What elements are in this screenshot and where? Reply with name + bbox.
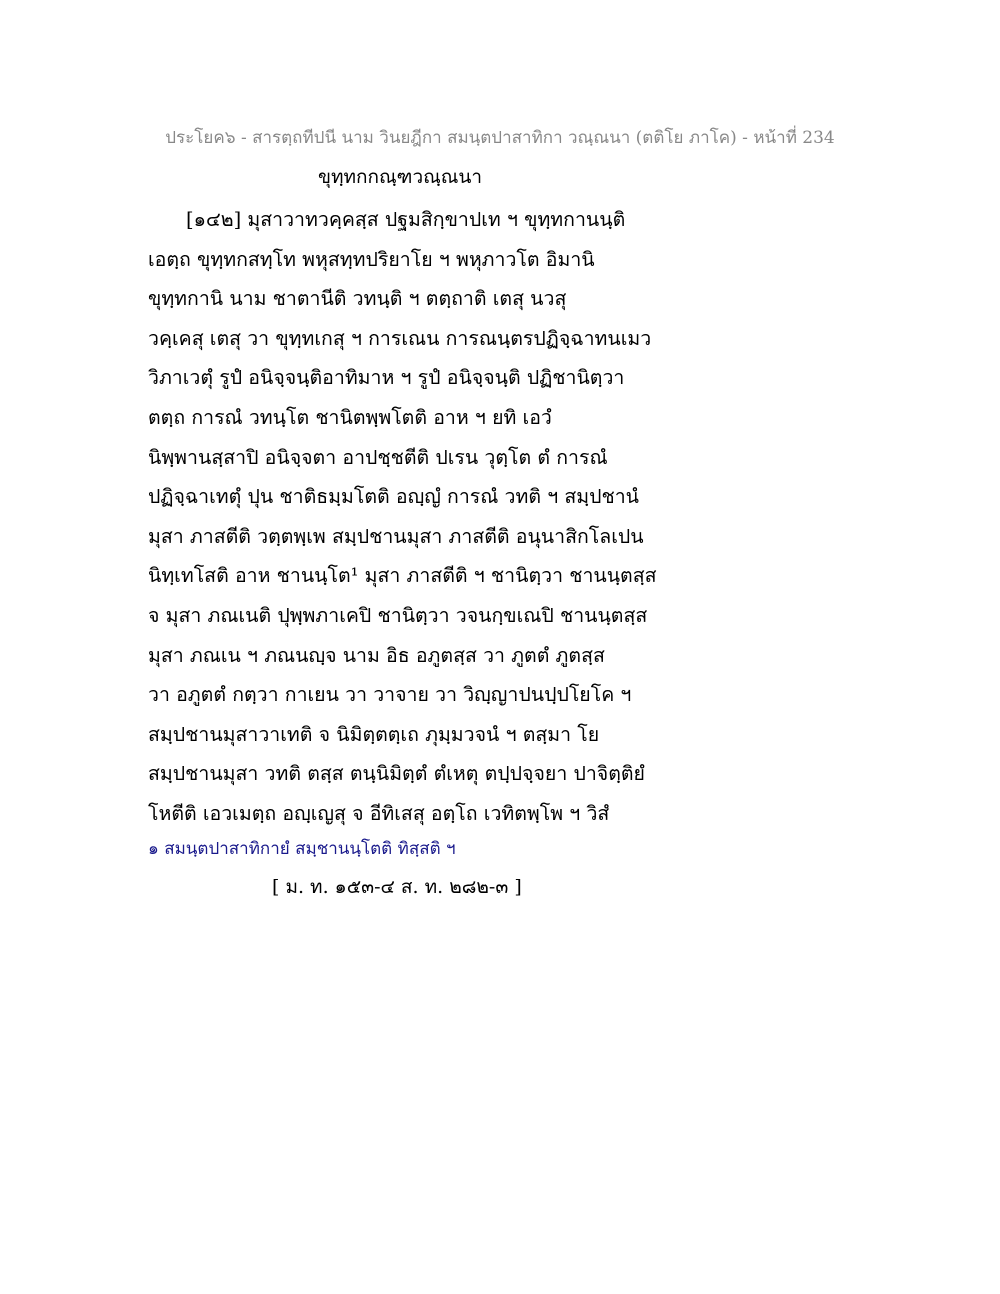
- text-line: วิภาเวตุํ รูปํ อนิจฺจนฺติอาทิมาห ฯ รูปํ อนิจฺจนฺติ ปฏิชานิตฺวา: [148, 366, 625, 390]
- text-line: เอตฺถ ขุทฺทกสทฺโท พหุสทฺทปริยาโย ฯ พหุภาวโต อิมานิ: [148, 247, 595, 271]
- text-line: ขุทฺทกานิ นาม ชาตานีติ วทนฺติ ฯ ตตฺถาติ เตสุ นวสุ: [148, 287, 567, 311]
- section-title: ขุทฺทกกณฺฑวณฺณนา: [318, 166, 483, 188]
- text-line: ปฏิจฺฉาเทตุํ ปุน ชาติธมฺมโตติ อญฺญํ การณํ วทติ ฯ สมฺปชานํ: [148, 485, 639, 509]
- text-line: นิพฺพานสฺสาปิ อนิจฺจตา อาปชฺชตีติ ปเรน วุตฺโต ตํ การณํ: [148, 445, 608, 469]
- text-line: [๑๔๒] มุสาวาทวคฺคสฺส ปฐมสิกฺขาปเท ฯ ขุทฺทกานนฺติ: [186, 208, 626, 231]
- text-line: สมฺปชานมุสา วทติ ตสฺส ตนฺนิมิตฺตํ ตํเหตุ ตปฺปจฺจยา ปาจิตฺติยํ: [148, 762, 645, 786]
- text-line: โหตีติ เอวเมตฺถ อญฺเญสุ จ อีทิเสสุ อตฺโถ เวทิตพฺโพ ฯ วิสํ: [148, 801, 610, 825]
- text-line: วา อภูตตํ กตฺวา กาเยน วา วาจาย วา วิญฺญาปนปฺปโยโค ฯ: [148, 683, 632, 707]
- body-text: [148, 200, 868, 834]
- text-line: นิทฺเทโสติ อาห ชานนฺโต¹ มุสา ภาสตีติ ฯ ชานิตฺวา ชานนฺตสฺส: [148, 564, 657, 588]
- text-line: วคฺเคสุ เตสุ วา ขุทฺทเกสุ ฯ การเณน การณนฺตรปฏิจฺฉาทนเมว: [148, 326, 652, 350]
- page-reference: [ ม. ท. ๑๕๓-๔ ส. ท. ๒๘๒-๓ ]: [272, 876, 522, 898]
- text-line: สมฺปชานมุสาวาเทติ จ นิมิตฺตตฺเถ ภุมฺมวจนํ ฯ ตสฺมา โย: [148, 722, 600, 746]
- text-line: มุสา ภาสตีติ วตฺตพฺเพ สมฺปชานมุสา ภาสตีติ อนุนาสิกโลเปน: [148, 524, 644, 548]
- text-line: มุสา ภณเน ฯ ภณนญฺจ นาม อิธ อภูตสฺส วา ภูตตํ ภูตสฺส: [148, 643, 605, 667]
- running-header: ประโยค๖ - สารตฺถทีปนี นาม วินยฎีกา สมนฺตปาสาทิกา วณฺณนา (ตติโย ภาโค) - หน้าที่ 234: [165, 128, 835, 148]
- text-line: ตตฺถ การณํ วทนฺโต ชานิตพฺพโตติ อาห ฯ ยทิ เอวํ: [148, 405, 552, 429]
- footnote: ๑ สมนฺตปาสาทิกายํ สมฺชานนฺโตติ ทิสฺสติ ฯ: [148, 839, 456, 859]
- text-line: จ มุสา ภณเนติ ปุพฺพภาเคปิ ชานิตฺวา วจนกฺขเณปิ ชานนฺตสฺส: [148, 603, 648, 627]
